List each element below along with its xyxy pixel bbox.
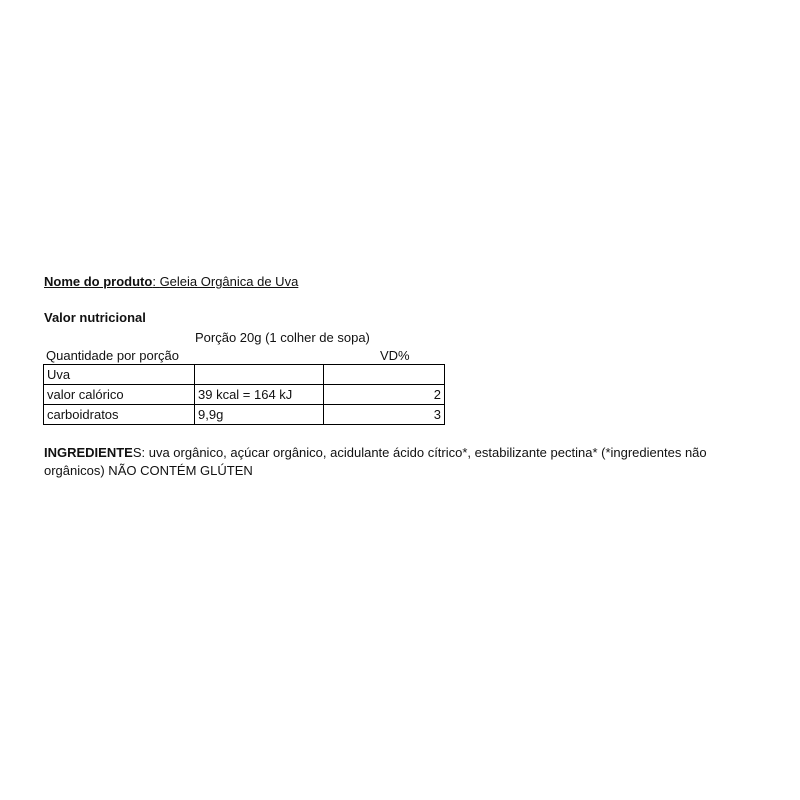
row-name: Uva: [44, 365, 195, 385]
ingredients-text: S: uva orgânico, açúcar orgânico, acidulante ácido cítrico*, estabilizante pectina* (*ingredientes não orgânicos) NÃO CONTÉM GLÚTEN: [44, 445, 707, 478]
nutrition-heading: Valor nutricional: [44, 310, 146, 325]
row-amount: 9,9g: [195, 405, 324, 425]
table-row: [44, 385, 445, 405]
row-amount: 39 kcal = 164 kJ: [195, 385, 324, 405]
table-row: [44, 365, 445, 385]
table-header-quantity: Quantidade por porção: [46, 348, 179, 363]
row-vd: 2: [324, 385, 445, 405]
row-vd: [324, 365, 445, 385]
ingredients-label: INGREDIENTE: [44, 445, 133, 460]
row-name: carboidratos: [44, 405, 195, 425]
product-name-value: Geleia Orgânica de Uva: [159, 274, 299, 289]
nutrition-table: [43, 364, 445, 425]
row-name: valor calórico: [44, 385, 195, 405]
row-vd: 3: [324, 405, 445, 425]
product-name-line: [44, 274, 298, 289]
ingredients-paragraph: [44, 444, 744, 480]
product-name-label: Nome do produto: [44, 274, 153, 289]
product-name-separator: :: [152, 274, 160, 289]
table-row: [44, 405, 445, 425]
row-amount: [195, 365, 324, 385]
table-header-vd: VD%: [380, 348, 410, 363]
portion-size: Porção 20g (1 colher de sopa): [195, 330, 370, 345]
